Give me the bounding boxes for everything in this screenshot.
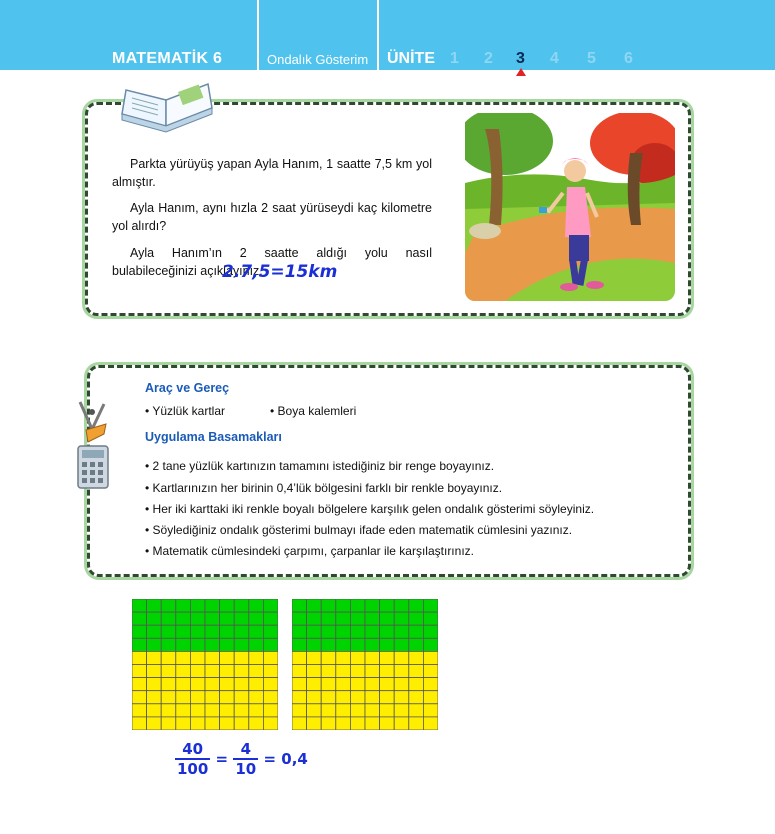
tools-heading: Araç ve Gereç bbox=[145, 381, 230, 395]
grid-cell bbox=[176, 691, 191, 704]
grid-cell bbox=[190, 651, 205, 664]
grid-cell bbox=[394, 651, 409, 664]
grid-cell bbox=[336, 612, 351, 625]
grid-cell bbox=[263, 612, 278, 625]
grid-cell bbox=[321, 665, 336, 678]
handwritten-answer: 2.7,5=15km bbox=[222, 262, 338, 282]
grid-cell bbox=[292, 599, 307, 612]
step-text: Matematik cümlesindeki çarpımı, çarpanlar ile karşılaştırınız. bbox=[152, 544, 474, 558]
grid-cell bbox=[336, 625, 351, 638]
grid-cell bbox=[234, 651, 249, 664]
grid-cell bbox=[394, 638, 409, 651]
grid-cell bbox=[147, 625, 162, 638]
grid-cell bbox=[321, 599, 336, 612]
grid-cell bbox=[365, 599, 380, 612]
fraction-denominator: 100 bbox=[177, 760, 209, 778]
grid-cell bbox=[205, 651, 220, 664]
grid-cell bbox=[365, 678, 380, 691]
grid-cell bbox=[220, 612, 235, 625]
grid-cell bbox=[249, 612, 264, 625]
hundred-grid-card-1 bbox=[132, 599, 278, 730]
grid-cell bbox=[365, 704, 380, 717]
grid-cell bbox=[409, 599, 424, 612]
grid-cell bbox=[132, 612, 147, 625]
grid-cell bbox=[423, 665, 438, 678]
active-unit-marker-icon bbox=[516, 68, 526, 76]
grid-cell bbox=[350, 625, 365, 638]
grid-cell bbox=[365, 638, 380, 651]
problem-paragraph-3: Ayla Hanım’ın 2 saatte aldığı yolu nasıl bulabileceğinizi açıklayınız. bbox=[112, 246, 432, 278]
book-title: MATEMATİK 6 bbox=[112, 50, 223, 67]
grid-cell bbox=[409, 638, 424, 651]
grid-cell bbox=[307, 625, 322, 638]
grid-cell bbox=[409, 678, 424, 691]
grid-cell bbox=[365, 691, 380, 704]
grid-cell bbox=[190, 638, 205, 651]
grid-cell bbox=[307, 665, 322, 678]
grid-cell bbox=[263, 638, 278, 651]
step-item: • 2 tane yüzlük kartınızın tamamını istediğiniz bir renge boyayınız. bbox=[145, 459, 495, 473]
grid-cell bbox=[147, 665, 162, 678]
unit-number-1[interactable]: 1 bbox=[450, 50, 459, 67]
walking-woman-illustration bbox=[465, 113, 675, 301]
fraction-result: 0,4 bbox=[281, 750, 308, 768]
grid-cell bbox=[423, 651, 438, 664]
grid-cell bbox=[321, 691, 336, 704]
grid-cell bbox=[190, 665, 205, 678]
grid-cell bbox=[205, 638, 220, 651]
handwritten-fraction-equation: $\frac{40}{100}$ = $\frac{4}{10}$ = 0,4 bbox=[177, 740, 308, 778]
grid-cell bbox=[292, 638, 307, 651]
grid-cell bbox=[394, 678, 409, 691]
grid-cell bbox=[350, 678, 365, 691]
grid-cell bbox=[350, 665, 365, 678]
grid-cell bbox=[161, 638, 176, 651]
grid-cell bbox=[394, 599, 409, 612]
grid-cell bbox=[147, 678, 162, 691]
grid-cell bbox=[205, 599, 220, 612]
grid-cell bbox=[190, 625, 205, 638]
grid-cell bbox=[220, 717, 235, 730]
grid-cell bbox=[132, 691, 147, 704]
grid-cell bbox=[132, 599, 147, 612]
grid-cell bbox=[205, 717, 220, 730]
grid-cell bbox=[132, 625, 147, 638]
grid-cell bbox=[161, 651, 176, 664]
grid-cell bbox=[336, 665, 351, 678]
grid-cell bbox=[147, 612, 162, 625]
grid-cell bbox=[394, 691, 409, 704]
grid-cell bbox=[176, 625, 191, 638]
grid-cell bbox=[263, 691, 278, 704]
grid-cell bbox=[292, 665, 307, 678]
step-item: • Söylediğiniz ondalık gösterimi bulmayı ifade eden matematik cümlesini yazınız. bbox=[145, 523, 573, 537]
step-text: Kartlarınızın her birinin 0,4’lük bölgesini farklı bir renkle boyayınız. bbox=[152, 481, 503, 495]
grid-cell bbox=[147, 599, 162, 612]
grid-cell bbox=[380, 678, 395, 691]
hundred-grid-card-2 bbox=[292, 599, 438, 730]
grid-cell bbox=[161, 717, 176, 730]
grid-cell bbox=[234, 704, 249, 717]
grid-cell bbox=[423, 599, 438, 612]
grid-cell bbox=[394, 665, 409, 678]
grid-cell bbox=[161, 665, 176, 678]
grid-cell bbox=[263, 665, 278, 678]
grid-cell bbox=[263, 651, 278, 664]
grid-cell bbox=[365, 651, 380, 664]
problem-paragraph-2: Ayla Hanım, aynı hızla 2 saat yürüseydi kaç kilometre yol alırdı? bbox=[112, 201, 432, 233]
grid-cell bbox=[132, 651, 147, 664]
grid-cell bbox=[220, 665, 235, 678]
grid-cell bbox=[307, 678, 322, 691]
grid-cell bbox=[423, 691, 438, 704]
page-header bbox=[0, 0, 775, 70]
grid-cell bbox=[380, 717, 395, 730]
grid-cell bbox=[220, 625, 235, 638]
unit-number-4[interactable]: 4 bbox=[550, 50, 559, 67]
grid-cell bbox=[132, 638, 147, 651]
chapter-title: Ondalık Gösterim bbox=[267, 52, 369, 67]
grid-cell bbox=[161, 612, 176, 625]
grid-cell bbox=[409, 704, 424, 717]
grid-cell bbox=[380, 612, 395, 625]
fraction-numerator: 40 bbox=[175, 740, 210, 760]
grid-cell bbox=[409, 625, 424, 638]
grid-cell bbox=[234, 625, 249, 638]
grid-cell bbox=[350, 704, 365, 717]
grid-cell bbox=[380, 625, 395, 638]
grid-cell bbox=[423, 612, 438, 625]
grid-cell bbox=[350, 612, 365, 625]
grid-cell bbox=[321, 625, 336, 638]
fraction-numerator: 4 bbox=[233, 740, 258, 760]
grid-cell bbox=[176, 638, 191, 651]
open-book-icon bbox=[118, 78, 218, 134]
grid-cell bbox=[409, 612, 424, 625]
grid-cell bbox=[161, 704, 176, 717]
grid-cell bbox=[205, 665, 220, 678]
steps-heading: Uygulama Basamakları bbox=[145, 430, 282, 444]
grid-cell bbox=[423, 678, 438, 691]
grid-cell bbox=[220, 678, 235, 691]
grid-cell bbox=[321, 704, 336, 717]
grid-cell bbox=[350, 651, 365, 664]
grid-cell bbox=[380, 599, 395, 612]
grid-cell bbox=[307, 717, 322, 730]
grid-cell bbox=[176, 678, 191, 691]
grid-cell bbox=[205, 691, 220, 704]
grid-cell bbox=[292, 651, 307, 664]
grid-cell bbox=[394, 717, 409, 730]
grid-cell bbox=[249, 599, 264, 612]
grid-cell bbox=[220, 691, 235, 704]
grid-cell bbox=[423, 704, 438, 717]
grid-cell bbox=[263, 717, 278, 730]
grid-cell bbox=[336, 638, 351, 651]
grid-cell bbox=[190, 691, 205, 704]
unit-label: ÜNİTE bbox=[387, 50, 435, 67]
grid-cell bbox=[249, 665, 264, 678]
grid-cell bbox=[205, 625, 220, 638]
grid-cell bbox=[220, 638, 235, 651]
grid-cell bbox=[423, 638, 438, 651]
grid-cell bbox=[205, 612, 220, 625]
grid-cell bbox=[321, 651, 336, 664]
step-text: 2 tane yüzlük kartınızın tamamını istediğiniz bir renge boyayınız. bbox=[152, 459, 495, 473]
grid-cell bbox=[147, 651, 162, 664]
grid-cell bbox=[263, 625, 278, 638]
grid-cell bbox=[394, 625, 409, 638]
grid-cell bbox=[394, 612, 409, 625]
grid-cell bbox=[249, 691, 264, 704]
grid-cell bbox=[380, 665, 395, 678]
grid-cell bbox=[190, 599, 205, 612]
grid-cell bbox=[234, 612, 249, 625]
grid-cell bbox=[176, 651, 191, 664]
tool-item-label: Yüzlük kartlar bbox=[152, 404, 226, 418]
step-text: Her iki karttaki iki renkle boyalı bölgelere karşılık gelen ondalık gösterimi söyleyiniz. bbox=[152, 502, 595, 516]
grid-cell bbox=[205, 704, 220, 717]
step-item: • Her iki karttaki iki renkle boyalı bölgelere karşılık gelen ondalık gösterimi söyleyiniz. bbox=[145, 502, 595, 516]
grid-cell bbox=[176, 612, 191, 625]
grid-cell bbox=[321, 678, 336, 691]
grid-cell bbox=[307, 704, 322, 717]
grid-cell bbox=[321, 717, 336, 730]
grid-cell bbox=[132, 665, 147, 678]
grid-cell bbox=[205, 678, 220, 691]
step-item: • Kartlarınızın her birinin 0,4’lük bölgesini farklı bir renkle boyayınız. bbox=[145, 481, 503, 495]
grid-cell bbox=[249, 625, 264, 638]
grid-cell bbox=[132, 678, 147, 691]
tools-calculator-icon bbox=[74, 398, 114, 492]
grid-cell bbox=[350, 717, 365, 730]
grid-cell bbox=[147, 704, 162, 717]
grid-cell bbox=[234, 638, 249, 651]
grid-cell bbox=[234, 599, 249, 612]
grid-cell bbox=[307, 612, 322, 625]
grid-cell bbox=[380, 651, 395, 664]
grid-cell bbox=[336, 717, 351, 730]
grid-cell bbox=[409, 651, 424, 664]
grid-cell bbox=[249, 651, 264, 664]
grid-cell bbox=[350, 691, 365, 704]
grid-cell bbox=[336, 691, 351, 704]
grid-cell bbox=[161, 625, 176, 638]
grid-cell bbox=[234, 678, 249, 691]
unit-number-3[interactable]: 3 bbox=[516, 50, 525, 67]
grid-cell bbox=[176, 665, 191, 678]
grid-cell bbox=[292, 612, 307, 625]
grid-cell bbox=[380, 704, 395, 717]
step-item: • Matematik cümlesindeki çarpımı, çarpanlar ile karşılaştırınız. bbox=[145, 544, 474, 558]
grid-cell bbox=[394, 704, 409, 717]
grid-cell bbox=[336, 599, 351, 612]
tool-item: • Boya kalemleri bbox=[270, 404, 357, 418]
grid-cell bbox=[336, 678, 351, 691]
grid-cell bbox=[263, 704, 278, 717]
grid-cell bbox=[249, 717, 264, 730]
grid-cell bbox=[132, 704, 147, 717]
grid-cell bbox=[263, 599, 278, 612]
grid-cell bbox=[190, 717, 205, 730]
grid-cell bbox=[220, 599, 235, 612]
grid-cell bbox=[249, 638, 264, 651]
step-text: Söylediğiniz ondalık gösterimi bulmayı ifade eden matematik cümlesini yazınız. bbox=[152, 523, 573, 537]
grid-cell bbox=[307, 599, 322, 612]
grid-cell bbox=[380, 638, 395, 651]
grid-cell bbox=[292, 678, 307, 691]
grid-cell bbox=[176, 717, 191, 730]
grid-cell bbox=[132, 717, 147, 730]
tool-item: • Yüzlük kartlar bbox=[145, 404, 226, 418]
grid-cell bbox=[220, 704, 235, 717]
grid-cell bbox=[190, 678, 205, 691]
grid-cell bbox=[409, 691, 424, 704]
grid-cell bbox=[147, 638, 162, 651]
grid-cell bbox=[365, 717, 380, 730]
grid-cell bbox=[263, 678, 278, 691]
grid-cell bbox=[350, 638, 365, 651]
grid-cell bbox=[307, 638, 322, 651]
grid-cell bbox=[365, 625, 380, 638]
grid-cell bbox=[234, 665, 249, 678]
grid-cell bbox=[321, 612, 336, 625]
grid-cell bbox=[292, 717, 307, 730]
unit-number-6[interactable]: 6 bbox=[624, 50, 633, 67]
grid-cell bbox=[176, 599, 191, 612]
grid-cell bbox=[220, 651, 235, 664]
unit-number-2[interactable]: 2 bbox=[484, 50, 493, 67]
grid-cell bbox=[249, 704, 264, 717]
grid-cell bbox=[365, 612, 380, 625]
grid-cell bbox=[161, 678, 176, 691]
grid-cell bbox=[176, 704, 191, 717]
grid-cell bbox=[336, 651, 351, 664]
grid-cell bbox=[147, 717, 162, 730]
grid-cell bbox=[292, 704, 307, 717]
grid-cell bbox=[234, 717, 249, 730]
grid-cell bbox=[292, 625, 307, 638]
grid-cell bbox=[307, 651, 322, 664]
header-divider bbox=[257, 0, 259, 70]
fraction-denominator: 10 bbox=[235, 760, 257, 778]
grid-cell bbox=[249, 678, 264, 691]
grid-cell bbox=[190, 704, 205, 717]
grid-cell bbox=[292, 691, 307, 704]
grid-cell bbox=[147, 691, 162, 704]
problem-paragraph-1: Parkta yürüyüş yapan Ayla Hanım, 1 saatte 7,5 km yol almıştır. bbox=[112, 157, 432, 189]
grid-cell bbox=[423, 717, 438, 730]
grid-cell bbox=[190, 612, 205, 625]
grid-cell bbox=[409, 717, 424, 730]
unit-number-5[interactable]: 5 bbox=[587, 50, 596, 67]
grid-cell bbox=[161, 691, 176, 704]
grid-cell bbox=[336, 704, 351, 717]
grid-cell bbox=[321, 638, 336, 651]
grid-cell bbox=[234, 691, 249, 704]
header-divider bbox=[377, 0, 379, 70]
grid-cell bbox=[161, 599, 176, 612]
grid-cell bbox=[409, 665, 424, 678]
grid-cell bbox=[423, 625, 438, 638]
grid-cell bbox=[307, 691, 322, 704]
grid-cell bbox=[365, 665, 380, 678]
grid-cell bbox=[350, 599, 365, 612]
tool-item-label: Boya kalemleri bbox=[277, 404, 357, 418]
grid-cell bbox=[380, 691, 395, 704]
